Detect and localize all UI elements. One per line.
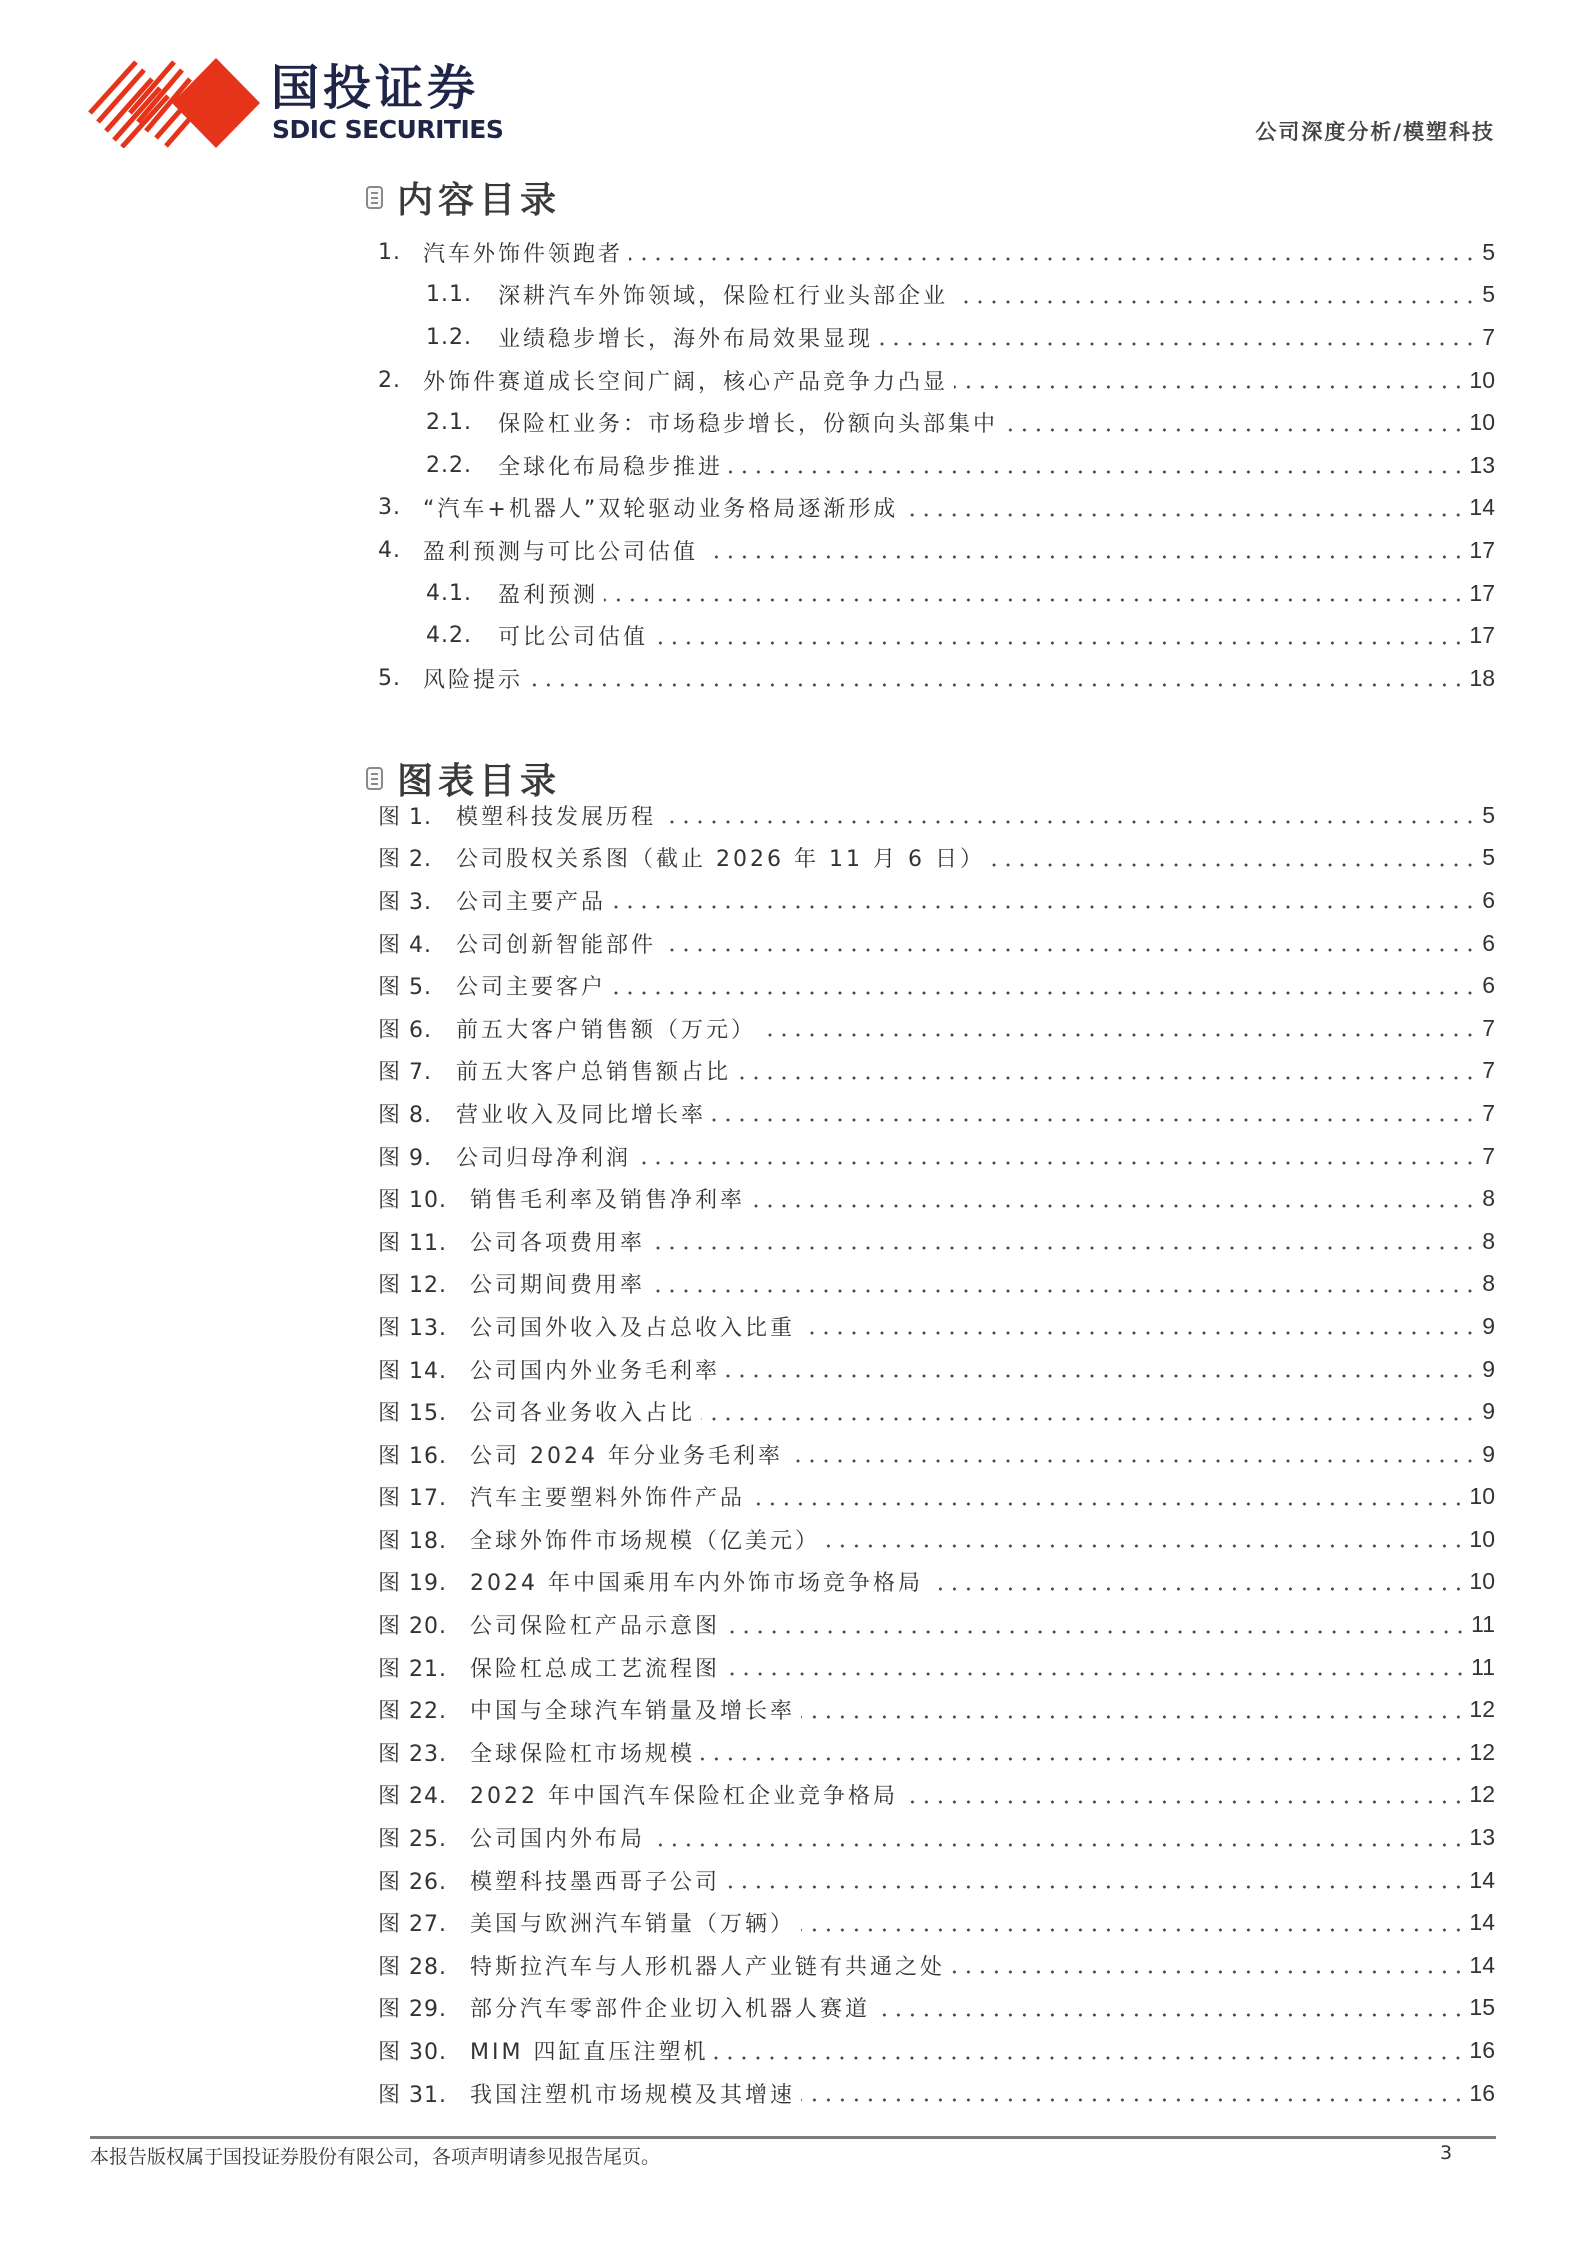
entry-number: 图 23. — [378, 1741, 447, 1767]
figure-entry[interactable] — [378, 1476, 1495, 1519]
figure-entry[interactable] — [378, 1987, 1495, 2030]
dot-leader — [651, 1273, 1477, 1295]
entry-label: 盈利预测 — [498, 582, 599, 608]
figure-entry[interactable] — [378, 1305, 1495, 1348]
entry-number: 1.1. — [426, 282, 472, 308]
entry-page-number: 11 — [1471, 1611, 1495, 1638]
toc-entry[interactable] — [378, 529, 1495, 572]
entry-label: 公司创新智能部件 — [456, 932, 657, 958]
entry-number: 图 15. — [378, 1401, 447, 1427]
dot-leader — [929, 1571, 1465, 1593]
entry-number: 3. — [378, 495, 401, 521]
figure-entry[interactable] — [378, 1518, 1495, 1561]
entry-label: 深耕汽车外饰领域，保险杠行业头部企业 — [498, 284, 949, 310]
entry-label: 美国与欧洲汽车销量（万辆） — [470, 1912, 796, 1938]
toc-entry[interactable] — [378, 614, 1495, 657]
toc-entry[interactable] — [378, 487, 1495, 530]
contents-list — [378, 231, 1495, 700]
entry-page-number: 6 — [1482, 929, 1495, 956]
figure-entry[interactable] — [378, 1135, 1495, 1178]
entry-number: 图 8. — [378, 1102, 432, 1128]
dot-leader — [726, 1656, 1467, 1678]
entry-label: 营业收入及同比增长率 — [456, 1102, 707, 1128]
entry-page-number: 10 — [1469, 1483, 1495, 1510]
entry-number: 图 28. — [378, 1954, 447, 1980]
entry-label: 公司归母净利润 — [456, 1145, 632, 1171]
brand-name-en: SDIC SECURITIES — [272, 115, 504, 144]
dot-leader — [801, 2082, 1465, 2104]
sdic-logo-mark-icon — [88, 58, 263, 148]
dot-leader — [801, 1912, 1465, 1934]
figure-entry[interactable] — [378, 1220, 1495, 1263]
figure-entry[interactable] — [378, 1561, 1495, 1604]
entry-label: 前五大客户总销售额占比 — [456, 1060, 732, 1086]
entry-label: 公司国内外业务毛利率 — [470, 1358, 721, 1384]
footer-page-number: 3 — [1440, 2142, 1453, 2164]
figure-entry[interactable] — [378, 879, 1495, 922]
entry-label: 全球外饰件市场规模（亿美元） — [470, 1528, 821, 1554]
dot-leader — [826, 1528, 1465, 1550]
entry-label: 2022 年中国汽车保险杠企业竞争格局 — [470, 1784, 898, 1810]
dot-leader — [712, 1102, 1477, 1124]
figure-entry[interactable] — [378, 922, 1495, 965]
entry-page-number: 14 — [1469, 1909, 1495, 1936]
dot-leader — [701, 1401, 1477, 1423]
footer-disclaimer: 本报告版权属于国投证券股份有限公司，各项声明请参见报告尾页。 — [90, 2146, 661, 2168]
entry-page-number: 14 — [1469, 1951, 1495, 1978]
figure-entry[interactable] — [378, 1177, 1495, 1220]
entry-number: 图 1. — [378, 804, 432, 830]
entry-label: 公司期间费用率 — [470, 1273, 646, 1299]
entry-page-number: 5 — [1482, 844, 1495, 871]
dot-leader — [726, 1358, 1477, 1380]
entry-number: 5. — [378, 665, 401, 691]
entry-number: 图 9. — [378, 1145, 432, 1171]
entry-page-number: 9 — [1482, 1312, 1495, 1339]
dot-leader — [662, 932, 1477, 954]
entry-number: 1. — [378, 239, 401, 265]
dot-leader — [651, 1827, 1465, 1849]
entry-number: 图 14. — [378, 1358, 447, 1384]
toc-entry[interactable] — [378, 274, 1495, 317]
entry-page-number: 5 — [1482, 801, 1495, 828]
entry-page-number: 8 — [1482, 1270, 1495, 1297]
entry-page-number: 15 — [1469, 1994, 1495, 2021]
entry-number: 图 17. — [378, 1486, 447, 1512]
entry-label: 保险杠业务：市场稳步增长，份额向头部集中 — [498, 412, 999, 438]
toc-entry[interactable] — [378, 401, 1495, 444]
entry-number: 图 24. — [378, 1784, 447, 1810]
entry-number: 4.2. — [426, 623, 472, 649]
entry-label: 公司 2024 年分业务毛利率 — [470, 1443, 783, 1469]
entry-number: 图 10. — [378, 1188, 447, 1214]
figure-entry[interactable] — [378, 1263, 1495, 1306]
entry-label: 公司各项费用率 — [470, 1230, 646, 1256]
dot-leader — [701, 1741, 1465, 1763]
entry-page-number: 5 — [1482, 281, 1495, 308]
entry-page-number: 16 — [1469, 2037, 1495, 2064]
entry-page-number: 10 — [1469, 409, 1495, 436]
entry-number: 2.2. — [426, 452, 472, 478]
figure-entry[interactable] — [378, 1859, 1495, 1902]
figures-title: 图表目录 — [397, 759, 562, 802]
dot-leader — [1004, 412, 1465, 434]
entry-label: 2024 年中国乘用车内外饰市场竞争格局 — [470, 1571, 923, 1597]
document-list-icon — [366, 767, 383, 790]
entry-number: 图 19. — [378, 1571, 447, 1597]
entry-label: 公司主要产品 — [456, 889, 607, 915]
figure-entry[interactable] — [378, 964, 1495, 1007]
entry-page-number: 17 — [1469, 579, 1495, 606]
toc-entry[interactable] — [378, 444, 1495, 487]
dot-leader — [954, 284, 1477, 306]
figure-entry[interactable] — [378, 1774, 1495, 1817]
dot-leader — [904, 1784, 1465, 1806]
dot-leader — [751, 1188, 1477, 1210]
entry-label: 外饰件赛道成长空间广阔，核心产品竞争力凸显 — [423, 369, 949, 395]
entry-number: 图 2. — [378, 847, 432, 873]
entry-label: 公司国外收入及占总收入比重 — [470, 1315, 796, 1341]
entry-number: 图 7. — [378, 1060, 432, 1086]
figure-entry[interactable] — [378, 1646, 1495, 1689]
toc-entry[interactable] — [378, 572, 1495, 615]
entry-number: 图 26. — [378, 1869, 447, 1895]
entry-number: 图 3. — [378, 889, 432, 915]
contents-heading — [366, 175, 561, 219]
entry-page-number: 12 — [1469, 1781, 1495, 1808]
figure-entry[interactable] — [378, 1007, 1495, 1050]
entry-label: 业绩稳步增长，海外布局效果显现 — [498, 326, 874, 352]
dot-leader — [801, 1699, 1465, 1721]
brand-name-cn: 国投证券 — [271, 60, 480, 116]
figure-entry[interactable] — [378, 1688, 1495, 1731]
entry-number: 4.1. — [426, 580, 472, 606]
entry-page-number: 13 — [1469, 1824, 1495, 1851]
entry-label: 风险提示 — [423, 667, 524, 693]
entry-page-number: 10 — [1469, 366, 1495, 393]
entry-page-number: 5 — [1482, 238, 1495, 265]
entry-page-number: 14 — [1469, 1866, 1495, 1893]
entry-page-number: 10 — [1469, 1525, 1495, 1552]
dot-leader — [991, 847, 1477, 869]
entry-label: 汽车主要塑料外饰件产品 — [470, 1486, 746, 1512]
entry-number: 图 6. — [378, 1017, 432, 1043]
figure-entry[interactable] — [378, 1944, 1495, 1987]
dot-leader — [904, 497, 1465, 519]
entry-number: 4. — [378, 537, 401, 563]
entry-number: 图 25. — [378, 1827, 447, 1853]
entry-number: 图 16. — [378, 1443, 447, 1469]
figure-entry[interactable] — [378, 794, 1495, 837]
dot-leader — [612, 975, 1477, 997]
entry-page-number: 16 — [1469, 2079, 1495, 2106]
dot-leader — [637, 1145, 1477, 1167]
entry-page-number: 11 — [1471, 1653, 1495, 1680]
entry-label: 公司保险杠产品示意图 — [470, 1614, 721, 1640]
entry-page-number: 18 — [1469, 664, 1495, 691]
toc-entry[interactable] — [378, 316, 1495, 359]
dot-leader — [954, 369, 1465, 391]
entry-label: 公司主要客户 — [456, 975, 607, 1001]
entry-label: 销售毛利率及销售净利率 — [470, 1188, 746, 1214]
dot-leader — [704, 539, 1465, 561]
dot-leader — [629, 241, 1477, 263]
figure-entry[interactable] — [378, 1390, 1495, 1433]
figure-entry[interactable] — [378, 1092, 1495, 1135]
entry-number: 图 4. — [378, 932, 432, 958]
entry-label: 模塑科技墨西哥子公司 — [470, 1869, 721, 1895]
dot-leader — [751, 1486, 1465, 1508]
company-logo — [88, 58, 528, 148]
dot-leader — [879, 326, 1477, 348]
entry-number: 图 30. — [378, 2040, 447, 2066]
entry-page-number: 12 — [1469, 1738, 1495, 1765]
entry-page-number: 14 — [1469, 494, 1495, 521]
entry-label: 中国与全球汽车销量及增长率 — [470, 1699, 796, 1725]
entry-number: 图 12. — [378, 1273, 447, 1299]
entry-number: 图 13. — [378, 1315, 447, 1341]
entry-page-number: 8 — [1482, 1227, 1495, 1254]
report-category: 公司深度分析/模塑科技 — [1255, 120, 1495, 144]
entry-number: 图 31. — [378, 2082, 447, 2108]
figure-entry[interactable] — [378, 1603, 1495, 1646]
figure-entry[interactable] — [378, 1816, 1495, 1859]
entry-label: 部分汽车零部件企业切入机器人赛道 — [470, 1997, 871, 2023]
entry-page-number: 17 — [1469, 536, 1495, 563]
entry-page-number: 9 — [1482, 1440, 1495, 1467]
entry-number: 2. — [378, 367, 401, 393]
entry-label: 特斯拉汽车与人形机器人产业链有共通之处 — [470, 1954, 946, 1980]
entry-label: 盈利预测与可比公司估值 — [423, 539, 699, 565]
dot-leader — [714, 2040, 1465, 2062]
dot-leader — [604, 582, 1465, 604]
entry-number: 图 11. — [378, 1230, 447, 1256]
contents-title: 内容目录 — [397, 178, 562, 221]
figure-entry[interactable] — [378, 2029, 1495, 2072]
entry-page-number: 17 — [1469, 622, 1495, 649]
figure-entry[interactable] — [378, 1901, 1495, 1944]
entry-label: 公司股权关系图（截止 2026 年 11 月 6 日） — [456, 847, 985, 873]
entry-page-number: 13 — [1469, 451, 1495, 478]
entry-page-number: 6 — [1482, 886, 1495, 913]
dot-leader — [651, 1230, 1477, 1252]
entry-label: 前五大客户销售额（万元） — [456, 1017, 757, 1043]
dot-leader — [529, 667, 1465, 689]
entry-page-number: 7 — [1482, 1057, 1495, 1084]
dot-leader — [662, 804, 1477, 826]
toc-entry[interactable] — [378, 657, 1495, 700]
figure-entry[interactable] — [378, 1433, 1495, 1476]
entry-number: 图 5. — [378, 975, 432, 1001]
entry-label: 模塑科技发展历程 — [456, 804, 657, 830]
entry-number: 图 18. — [378, 1528, 447, 1554]
entry-label: 全球保险杠市场规模 — [470, 1741, 696, 1767]
toc-entry[interactable] — [378, 359, 1495, 402]
entry-page-number: 6 — [1482, 972, 1495, 999]
entry-page-number: 8 — [1482, 1185, 1495, 1212]
figure-entry[interactable] — [378, 837, 1495, 880]
toc-entry[interactable] — [378, 231, 1495, 274]
entry-label: MIM 四缸直压注塑机 — [470, 2040, 709, 2066]
dot-leader — [951, 1954, 1465, 1976]
entry-number: 图 21. — [378, 1656, 447, 1682]
dot-leader — [789, 1443, 1477, 1465]
entry-page-number: 9 — [1482, 1355, 1495, 1382]
entry-number: 2.1. — [426, 410, 472, 436]
document-list-icon — [366, 186, 383, 209]
entry-number: 图 29. — [378, 1997, 447, 2023]
entry-number: 图 20. — [378, 1614, 447, 1640]
figure-entry[interactable] — [378, 1050, 1495, 1093]
entry-label: “汽车+机器人”双轮驱动业务格局逐渐形成 — [423, 497, 899, 523]
figure-entry[interactable] — [378, 1731, 1495, 1774]
entry-label: 可比公司估值 — [498, 625, 649, 651]
dot-leader — [801, 1315, 1477, 1337]
entry-label: 公司各业务收入占比 — [470, 1401, 696, 1427]
figure-entry[interactable] — [378, 2072, 1495, 2115]
dot-leader — [726, 1869, 1465, 1891]
dot-leader — [729, 454, 1465, 476]
entry-number: 图 27. — [378, 1912, 447, 1938]
figure-entry[interactable] — [378, 1348, 1495, 1391]
dot-leader — [726, 1614, 1467, 1636]
entry-label: 汽车外饰件领跑者 — [423, 241, 624, 267]
dot-leader — [612, 889, 1477, 911]
entry-page-number: 12 — [1469, 1696, 1495, 1723]
entry-label: 全球化布局稳步推进 — [498, 454, 724, 480]
dot-leader — [762, 1017, 1477, 1039]
figures-list — [378, 794, 1495, 2114]
entry-page-number: 9 — [1482, 1398, 1495, 1425]
dot-leader — [737, 1060, 1477, 1082]
entry-label: 公司国内外布局 — [470, 1827, 646, 1853]
entry-label: 保险杠总成工艺流程图 — [470, 1656, 721, 1682]
entry-page-number: 7 — [1482, 1099, 1495, 1126]
entry-page-number: 7 — [1482, 1142, 1495, 1169]
entry-page-number: 10 — [1469, 1568, 1495, 1595]
dot-leader — [654, 625, 1465, 647]
entry-page-number: 7 — [1482, 323, 1495, 350]
dot-leader — [876, 1997, 1465, 2019]
entry-page-number: 7 — [1482, 1014, 1495, 1041]
footer-divider — [90, 2136, 1496, 2139]
entry-number: 1.2. — [426, 324, 472, 350]
entry-number: 图 22. — [378, 1699, 447, 1725]
entry-label: 我国注塑机市场规模及其增速 — [470, 2082, 796, 2108]
